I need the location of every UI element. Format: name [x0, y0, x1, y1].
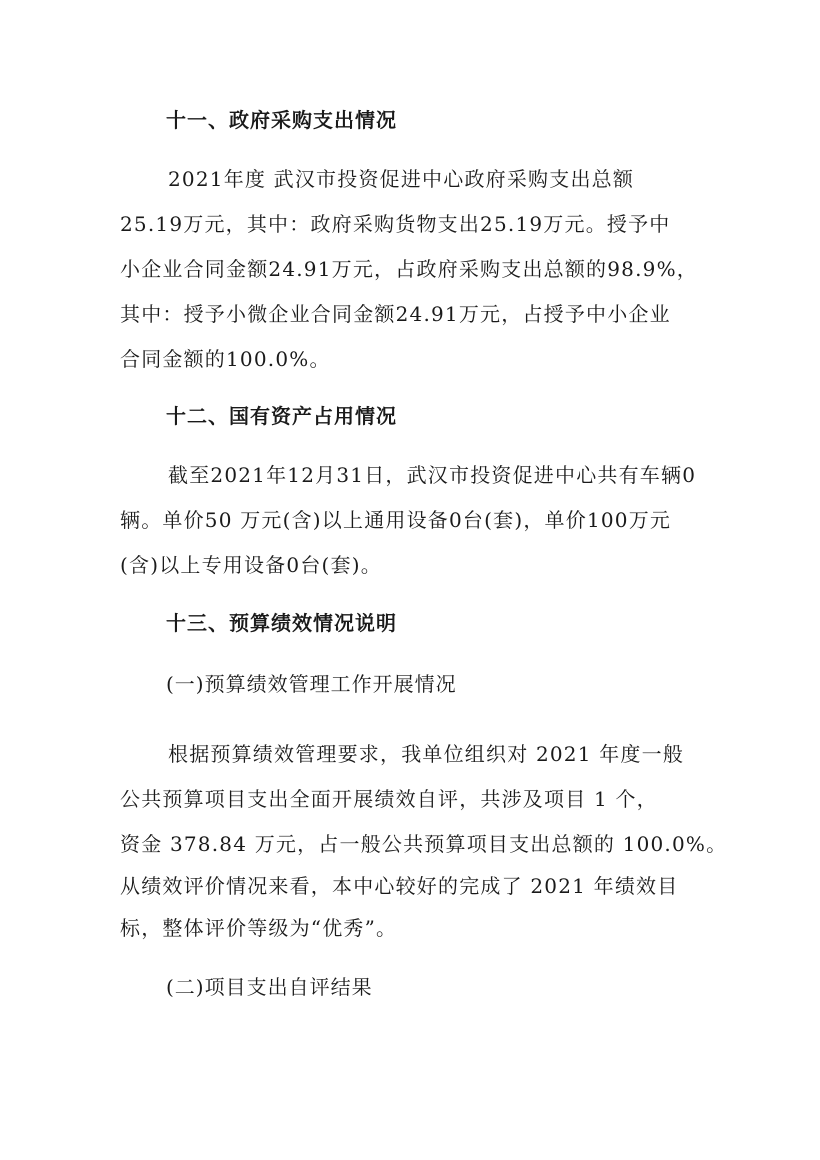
section-12-heading: 十二、国有资产占用情况: [166, 404, 397, 428]
section-13-line-4: 从绩效评价情况来看，本中心较好的完成了 2021 年绩效目: [120, 874, 679, 898]
section-12-line-3: (含)以上专用设备0台(套)。: [120, 553, 382, 577]
section-11-line-4: 其中：授予小微企业合同金额24.91万元，占授予中小企业: [120, 302, 671, 326]
section-13-line-2: 公共预算项目支出全面开展绩效自评，共涉及项目 1 个，: [120, 787, 658, 811]
section-11-line-3: 小企业合同金额24.91万元，占政府采购支出总额的98.9%，: [120, 257, 698, 281]
section-11-line-1: 2021年度 武汉市投资促进中心政府采购支出总额: [168, 167, 635, 191]
section-12-line-2: 辆。单价50 万元(含)以上通用设备0台(套)，单价100万元: [120, 508, 672, 532]
section-12-line-1: 截至2021年12月31日，武汉市投资促进中心共有车辆0: [168, 463, 697, 487]
section-13-line-3: 资金 378.84 万元，占一般公共预算项目支出总额的 100.0%。: [120, 832, 728, 856]
section-13-line-5: 标，整体评价等级为“优秀”。: [120, 916, 398, 940]
section-13-line-1: 根据预算绩效管理要求，我单位组织对 2021 年度一般: [168, 742, 685, 766]
section-13-subheading-1: (一)预算绩效管理工作开展情况: [166, 672, 457, 696]
section-11-line-5: 合同金额的100.0%。: [120, 347, 331, 371]
section-11-heading: 十一、政府采购支出情况: [166, 108, 397, 132]
section-13-heading: 十三、预算绩效情况说明: [166, 611, 397, 635]
section-11-line-2: 25.19万元，其中：政府采购货物支出25.19万元。授予中: [120, 212, 671, 236]
section-13-subheading-2: (二)项目支出自评结果: [166, 975, 373, 999]
